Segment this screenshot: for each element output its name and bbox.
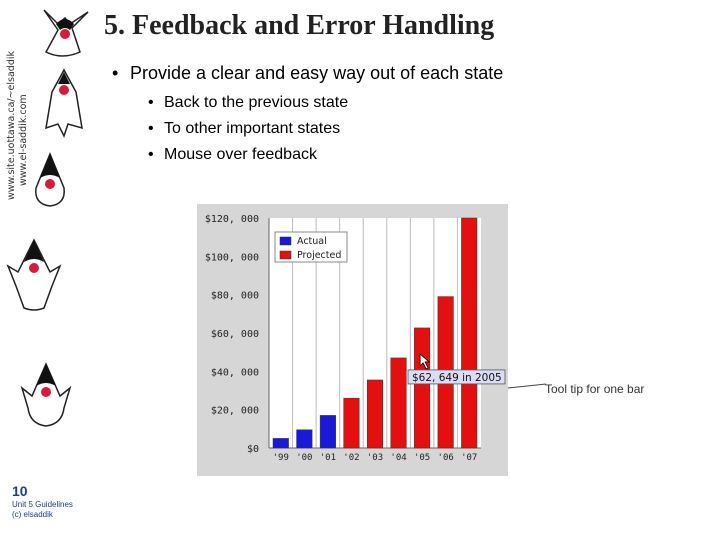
side-url: [6, 51, 30, 200]
y-tick-label: $40, 000: [210, 367, 259, 379]
duke-mascot-icon: [36, 6, 94, 64]
x-tick-label: '99: [272, 453, 289, 463]
y-tick-label: $20, 000: [210, 405, 259, 417]
x-tick-label: '03: [366, 453, 384, 463]
legend-swatch: [280, 237, 291, 245]
sub-bullet: • To other important states: [144, 116, 503, 142]
legend-label: Actual: [297, 236, 327, 247]
y-tick-label: $100, 000: [204, 252, 259, 264]
revenue-chart: [197, 204, 508, 476]
x-tick-label: '06: [437, 453, 454, 463]
slide-number: 10: [12, 483, 28, 499]
duke-mascot-icon: [4, 236, 64, 316]
y-tick-label: $80, 000: [210, 290, 259, 302]
side-url-line-2: www.el-saddik.com: [18, 94, 29, 186]
tooltip-text: $62, 649 in 2005: [412, 371, 502, 384]
x-tick-label: '01: [319, 453, 337, 463]
bar-00[interactable]: [297, 430, 313, 448]
bar-01[interactable]: [320, 415, 336, 448]
bullet-main: • Provide a clear and easy way out of each state: [110, 63, 503, 84]
legend-label: Projected: [297, 250, 342, 261]
left-rail: [0, 0, 100, 540]
bar-03[interactable]: [367, 380, 383, 448]
bullet-list: [110, 63, 503, 168]
bar-05[interactable]: [414, 328, 430, 448]
bar-99[interactable]: [273, 438, 289, 448]
x-tick-label: '00: [296, 453, 313, 463]
y-tick-label: $120, 000: [204, 214, 259, 225]
duke-mascot-icon: [18, 360, 74, 432]
sub-bullet: • Mouse over feedback: [144, 142, 503, 168]
sub-bullet: • Back to the previous state: [144, 90, 503, 116]
x-tick-label: '07: [461, 453, 478, 463]
side-url-line-1: www.site.uottawa.ca/~elsaddik: [6, 50, 17, 200]
footer-copyright: (c) elsaddik: [12, 510, 53, 519]
bar-02[interactable]: [344, 398, 360, 448]
y-tick-label: $0: [246, 444, 259, 455]
y-tick-label: $60, 000: [210, 329, 259, 340]
tooltip-annotation: Tool tip for one bar: [545, 382, 645, 396]
duke-mascot-icon: [38, 66, 90, 138]
duke-mascot-icon: [28, 150, 72, 210]
x-tick-label: '02: [343, 453, 360, 463]
chart-panel: [197, 204, 508, 476]
legend-swatch: [280, 251, 291, 259]
tooltip-callout-line: [508, 380, 548, 392]
bar-04[interactable]: [391, 358, 407, 448]
bar-07[interactable]: [461, 218, 477, 448]
x-tick-label: '04: [390, 453, 407, 463]
footer-unit: Unit 5 Guidelines: [12, 500, 73, 509]
x-tick-label: '05: [413, 453, 431, 463]
slide-title: 5. Feedback and Error Handling: [104, 10, 495, 41]
